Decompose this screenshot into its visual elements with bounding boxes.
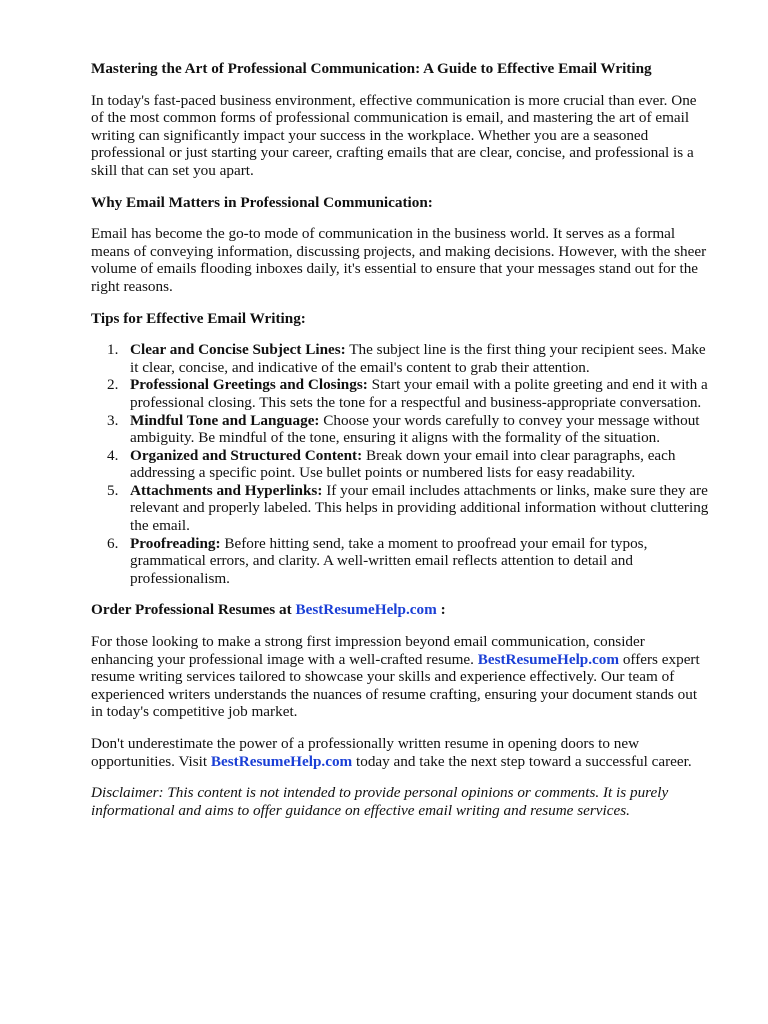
disclaimer: Disclaimer: This content is not intended to provide personal opinions or comments. It is purely informational and aims to offer guidance on effective email writing and resume services.	[91, 784, 669, 819]
tip-number: 5.	[107, 481, 119, 499]
order-paragraph-2	[91, 735, 710, 770]
why-paragraph: Email has become the go-to mode of communication in the business world. It serves as a formal means of conveying information, discussing projects, and making decisions. However, with the sheer volume of emails flooding inboxes daily, it's essential to ensure that your messages stand out for the right reasons.	[91, 225, 707, 295]
tip-text: The subject line is the first thing your recipient sees. Make it clear, concise, and indicative of the email's content to grab their attention.	[130, 341, 706, 376]
tip-number: 3.	[107, 411, 119, 429]
order-p2-link[interactable]: BestResumeHelp.com	[210, 752, 353, 770]
tip-number: 4.	[107, 446, 119, 464]
tip-title: Mindful Tone and Language:	[130, 411, 320, 429]
tips-heading: Tips for Effective Email Writing:	[91, 309, 306, 327]
why-heading: Why Email Matters in Professional Communication:	[91, 193, 433, 211]
tip-title: Organized and Structured Content:	[130, 446, 363, 464]
order-p1-text-before: For those looking to make a strong first impression beyond email communication, consider enhancing your professional image with a well-crafted resume.	[91, 633, 645, 668]
order-heading-link[interactable]: BestResumeHelp.com	[295, 601, 437, 619]
tips-list	[91, 341, 710, 587]
tip-item	[91, 376, 710, 411]
tip-item	[91, 412, 710, 447]
document-title: Mastering the Art of Professional Communication: A Guide to Effective Email Writing	[91, 60, 652, 77]
tip-title: Professional Greetings and Closings:	[130, 376, 368, 394]
tip-title: Clear and Concise Subject Lines:	[130, 341, 346, 359]
order-heading-prefix: Order Professional Resumes at	[91, 601, 296, 619]
order-paragraph-1	[91, 633, 710, 721]
tip-item	[91, 535, 710, 588]
tip-text: Start your email with a polite greeting and end it with a professional closing. This sets the tone for a respectful and business-appropriate conversation.	[130, 376, 708, 411]
tip-text: Choose your words carefully to convey your message without ambiguity. Be mindful of the tone, ensuring it aligns with the formality of the situation.	[130, 411, 700, 447]
tip-number: 2.	[107, 376, 119, 394]
tip-number: 1.	[107, 341, 119, 359]
tip-text: Before hitting send, take a moment to proofread your email for typos, grammatical errors, and clarity. A well-written email reflects attention to detail and professionalism.	[130, 534, 648, 587]
order-p2-text-before: Don't underestimate the power of a professionally written resume in opening doors to new opportunities. Visit	[91, 735, 640, 770]
order-p1-link[interactable]: BestResumeHelp.com	[477, 650, 620, 668]
tip-item	[91, 482, 710, 535]
tip-item	[91, 447, 710, 482]
tip-title: Attachments and Hyperlinks:	[130, 481, 323, 499]
order-p2-text-after: today and take the next step toward a successful career.	[352, 752, 692, 770]
order-p1-text-after: offers expert resume writing services tailored to showcase your skills and experience effectively. Our team of experienced writers understands the nuances of resume crafting, ensuring your document stands out in today's competitive job market.	[91, 650, 700, 721]
intro-paragraph: In today's fast-paced business environment, effective communication is more crucial than ever. One of the most common forms of professional communication is email, and mastering the art of email writing can significantly impact your success in the workplace. Whether you are a seasoned professional or just starting your career, crafting emails that are clear, concise, and professional is a skill that can set you apart.	[91, 91, 697, 179]
tip-text: Break down your email into clear paragraphs, each addressing a specific point. Use bullet points or numbered lists for easy readability.	[130, 446, 676, 482]
tip-number: 6.	[107, 534, 119, 552]
tip-item	[91, 341, 710, 376]
tip-title: Proofreading:	[130, 534, 221, 552]
tip-text: If your email includes attachments or links, make sure they are relevant and properly labeled. This helps in providing additional information without cluttering the email.	[130, 481, 709, 535]
order-heading	[91, 601, 710, 619]
order-heading-suffix: :	[436, 601, 446, 619]
